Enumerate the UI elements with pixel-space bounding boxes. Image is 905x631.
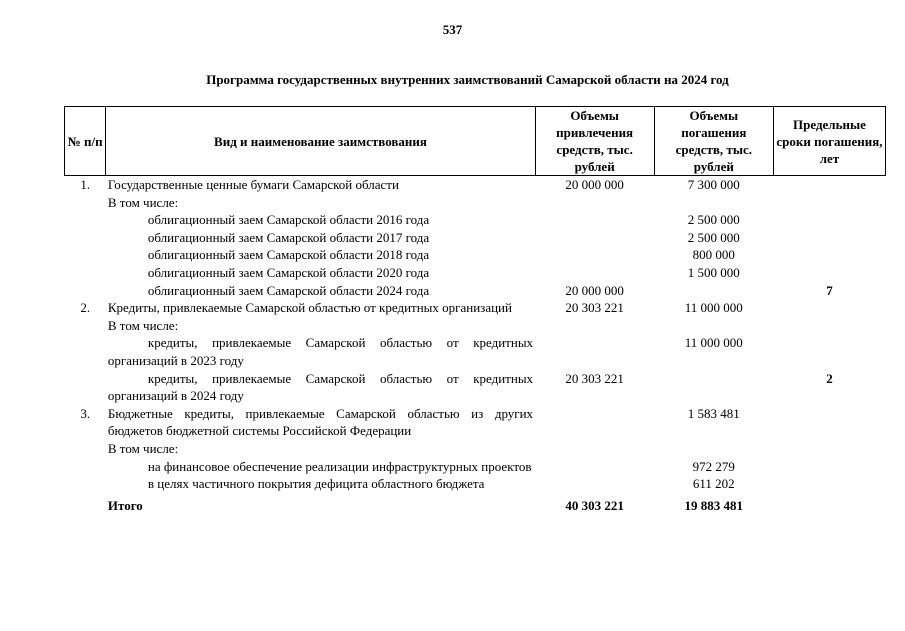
row-name: облигационный заем Самарской области 2018 года (147, 247, 430, 263)
table-row (65, 405, 886, 440)
row-name: облигационный заем Самарской области 2016 года (147, 212, 430, 228)
row-income: 20 000 000 (565, 177, 624, 192)
row-repay (654, 440, 773, 458)
row-income: 20 000 000 (565, 282, 624, 298)
page-number: 537 (442, 22, 463, 37)
row-income (535, 317, 654, 335)
row-term (773, 440, 885, 458)
row-term (773, 264, 885, 282)
table-row (65, 317, 886, 335)
row-income (535, 458, 654, 476)
table-row (65, 370, 886, 405)
row-num (65, 194, 106, 212)
table-row (65, 194, 886, 212)
table-row (65, 282, 886, 300)
table-row (65, 334, 886, 369)
row-term (773, 246, 885, 264)
row-income (535, 334, 654, 369)
row-term (773, 299, 885, 317)
row-repay: 800 000 (692, 247, 735, 263)
row-name: на финансовое обеспечение реализации инфраструктурных проектов (147, 458, 532, 474)
row-term (773, 229, 885, 247)
row-name: Кредиты, привлекаемые Самарской областью от кредитных организаций (107, 300, 512, 316)
row-repay (654, 194, 773, 212)
row-income (535, 475, 654, 493)
borrowing-table (64, 106, 886, 514)
row-term: 7 (826, 282, 833, 298)
row-income (535, 211, 654, 229)
row-num (65, 264, 106, 282)
table-row (65, 229, 886, 247)
row-term (773, 458, 885, 476)
total-repay: 19 883 481 (684, 497, 744, 513)
row-name: Бюджетные кредиты, привлекаемые Самарской областью из других бюджетов бюджетной системы Российской Федерации (107, 405, 534, 439)
row-repay: 1 500 000 (687, 264, 740, 280)
row-num (65, 458, 106, 476)
total-label: Итого (107, 497, 143, 513)
total-income: 40 303 221 (565, 497, 624, 513)
row-num: 2. (80, 300, 91, 316)
row-repay: 1 583 481 (687, 405, 740, 421)
header-name: Вид и наименование заимствования (106, 107, 535, 176)
row-term (773, 475, 885, 493)
row-num: 1. (80, 177, 91, 192)
row-repay (654, 282, 773, 300)
header-num: № п/п (65, 107, 106, 176)
row-name: кредиты, привлекаемые Самарской областью от кредитных организаций в 2024 году (107, 370, 534, 404)
row-num (65, 440, 106, 458)
row-num (65, 211, 106, 229)
row-term (773, 334, 885, 369)
table-row (65, 176, 886, 194)
table-row (65, 299, 886, 317)
row-term (773, 405, 885, 440)
row-term (773, 211, 885, 229)
row-num: 3. (80, 405, 91, 421)
row-repay (654, 370, 773, 405)
row-repay: 972 279 (692, 458, 735, 474)
row-term (773, 317, 885, 335)
row-repay: 11 000 000 (684, 335, 743, 351)
table-row (65, 475, 886, 493)
row-repay: 2 500 000 (687, 212, 740, 228)
row-name: облигационный заем Самарской области 2024 года (147, 282, 430, 298)
row-term (773, 176, 885, 194)
row-income: 20 303 221 (565, 370, 624, 386)
row-repay: 11 000 000 (684, 300, 743, 316)
row-repay: 7 300 000 (687, 177, 740, 192)
row-income (535, 229, 654, 247)
row-income: 20 303 221 (565, 300, 624, 316)
row-name: В том числе: (107, 440, 179, 456)
header-repay: Объемы погашения средств, тыс. рублей (654, 107, 773, 176)
row-repay: 611 202 (692, 476, 735, 492)
row-num (65, 246, 106, 264)
row-num (65, 282, 106, 300)
row-income (535, 264, 654, 282)
row-name: облигационный заем Самарской области 2020 года (147, 264, 430, 280)
row-num (65, 334, 106, 369)
row-name: В том числе: (107, 194, 179, 210)
row-income (535, 194, 654, 212)
document-title: Программа государственных внутренних заимствований Самарской области на 2024 год (206, 72, 729, 87)
row-num (65, 475, 106, 493)
table-row (65, 246, 886, 264)
row-income (535, 405, 654, 440)
row-repay (654, 317, 773, 335)
total-row (65, 493, 886, 515)
row-name: Государственные ценные бумаги Самарской области (107, 177, 399, 192)
row-num (65, 317, 106, 335)
row-term (773, 194, 885, 212)
table-row (65, 264, 886, 282)
table-row (65, 458, 886, 476)
table-row (65, 440, 886, 458)
row-name: В том числе: (107, 317, 179, 333)
row-num (65, 370, 106, 405)
row-repay: 2 500 000 (687, 229, 740, 245)
row-name: облигационный заем Самарской области 2017 года (147, 229, 430, 245)
header-term: Предельные сроки погашения, лет (773, 107, 885, 176)
row-income (535, 246, 654, 264)
row-term: 2 (826, 370, 833, 386)
row-income (535, 440, 654, 458)
row-name: в целях частичного покрытия дефицита областного бюджета (147, 476, 485, 492)
table-row (65, 211, 886, 229)
header-income: Объемы привлечения средств, тыс. рублей (535, 107, 654, 176)
row-num (65, 229, 106, 247)
row-name: кредиты, привлекаемые Самарской областью от кредитных организаций в 2023 году (107, 335, 534, 368)
table-header-row (65, 107, 886, 176)
